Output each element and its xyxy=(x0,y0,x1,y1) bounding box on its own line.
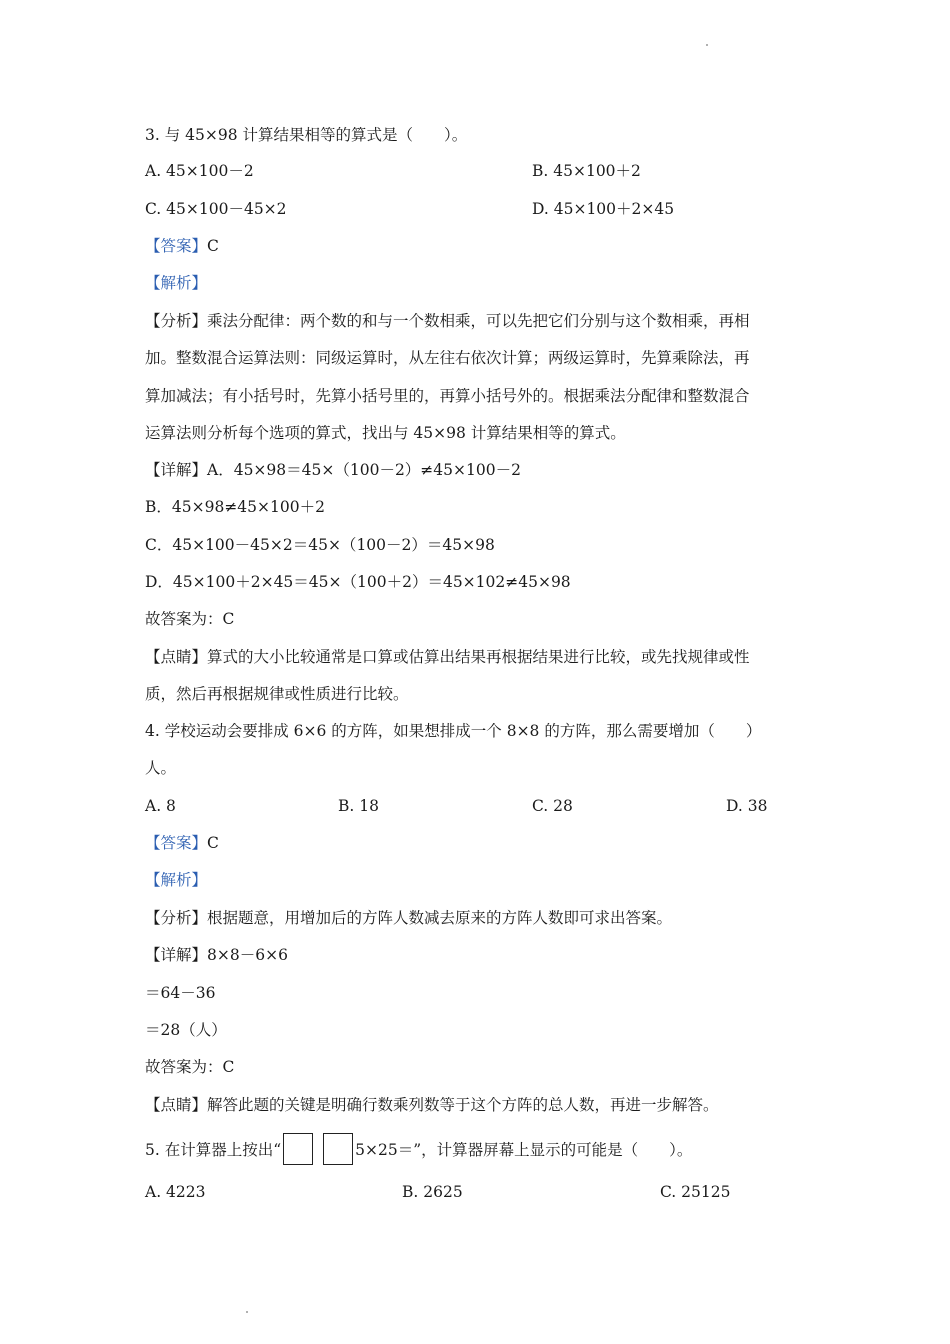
q4-stem-line-1: 4. 学校运动会要排成 6×6 的方阵，如果想排成一个 8×8 的方阵，那么需要增加（ ） xyxy=(145,722,762,740)
q3-option-b: B. 45×100＋2 xyxy=(532,162,641,180)
q3-fenxi-line-3: 算加减法；有小括号时，先算小括号里的，再算小括号外的。根据乘法分配律和整数混合 xyxy=(145,387,750,405)
dianjing-text: 解答此题的关键是明确行数乘列数等于这个方阵的总人数，再进一步解答。 xyxy=(207,1096,719,1114)
q4-fenxi xyxy=(145,907,672,929)
q4-conclusion: 故答案为：C xyxy=(145,1058,235,1076)
q3-option-c: C. 45×100－45×2 xyxy=(145,200,287,218)
dianjing-tag: 【点睛】 xyxy=(145,1096,208,1114)
q3-dianjing-line-2: 质，然后再根据规律或性质进行比较。 xyxy=(145,685,409,703)
answer-tag: 【答案】 xyxy=(145,237,208,255)
q3-fenxi-line-1 xyxy=(145,310,750,332)
q3-xiangjie-line-4: D．45×100＋2×45＝45×（100＋2）＝45×102≠45×98 xyxy=(145,573,571,591)
blank-box-1[interactable] xyxy=(283,1133,313,1165)
xiangjie-tag: 【详解】 xyxy=(145,946,208,964)
q5-option-c: C. 25125 xyxy=(660,1183,731,1201)
page-marker-top xyxy=(706,44,708,46)
q4-jiexi-tag: 【解析】 xyxy=(145,871,208,889)
q4-option-d: D. 38 xyxy=(726,797,768,815)
xiangjie-tag: 【详解】 xyxy=(145,461,208,479)
q3-answer xyxy=(145,235,219,257)
xiangjie-text: 8×8－6×6 xyxy=(207,946,288,964)
q3-xiangjie-line-3: C．45×100－45×2＝45×（100－2）＝45×98 xyxy=(145,536,495,554)
q4-stem-line-2: 人。 xyxy=(145,759,177,777)
q4-option-c: C. 28 xyxy=(532,797,573,815)
answer-value: C xyxy=(207,237,219,255)
q3-stem: 3. 与 45×98 计算结果相等的算式是（ ）。 xyxy=(145,126,468,144)
q5-option-b: B. 2625 xyxy=(402,1183,463,1201)
xiangjie-text: A．45×98＝45×（100－2）≠45×100－2 xyxy=(207,461,521,479)
q5-stem xyxy=(145,1135,692,1167)
q4-dianjing xyxy=(145,1094,719,1116)
fenxi-tag: 【分析】 xyxy=(145,312,208,330)
blank-box-2[interactable] xyxy=(323,1133,353,1165)
q3-xiangjie-line-2: B．45×98≠45×100＋2 xyxy=(145,498,325,516)
fenxi-tag: 【分析】 xyxy=(145,909,208,927)
fenxi-text: 根据题意，用增加后的方阵人数减去原来的方阵人数即可求出答案。 xyxy=(207,909,673,927)
q5-option-a: A. 4223 xyxy=(145,1183,206,1201)
q3-conclusion: 故答案为：C xyxy=(145,610,235,628)
q4-answer xyxy=(145,832,219,854)
q4-option-a: A. 8 xyxy=(145,797,176,815)
dianjing-tag: 【点睛】 xyxy=(145,648,208,666)
q4-option-b: B. 18 xyxy=(338,797,379,815)
q3-fenxi-line-4: 运算法则分析每个选项的算式，找出与 45×98 计算结果相等的算式。 xyxy=(145,424,626,442)
q3-dianjing-line-1 xyxy=(145,646,750,668)
q4-xiangjie-line-2: ＝64－36 xyxy=(145,984,216,1002)
q3-option-a: A. 45×100－2 xyxy=(145,162,254,180)
q4-xiangjie-line-3: ＝28（人） xyxy=(145,1021,227,1039)
q4-xiangjie-line-1 xyxy=(145,944,288,966)
q5-stem-suffix: 5×25＝”，计算器屏幕上显示的可能是（ ）。 xyxy=(355,1141,693,1159)
page-marker-bottom xyxy=(246,1311,248,1313)
q5-stem-prefix: 5. 在计算器上按出“ xyxy=(145,1141,282,1159)
q3-xiangjie-line-1 xyxy=(145,459,521,481)
dianjing-text: 算式的大小比较通常是口算或估算出结果再根据结果进行比较，或先找规律或性 xyxy=(207,648,750,666)
answer-value: C xyxy=(207,834,219,852)
q3-fenxi-line-2: 加。整数混合运算法则：同级运算时，从左往右依次计算；两级运算时，先算乘除法，再 xyxy=(145,349,750,367)
fenxi-text: 乘法分配律：两个数的和与一个数相乘，可以先把它们分别与这个数相乘，再相 xyxy=(207,312,750,330)
answer-tag: 【答案】 xyxy=(145,834,208,852)
q3-option-d: D. 45×100＋2×45 xyxy=(532,200,675,218)
q3-jiexi-tag: 【解析】 xyxy=(145,274,208,292)
